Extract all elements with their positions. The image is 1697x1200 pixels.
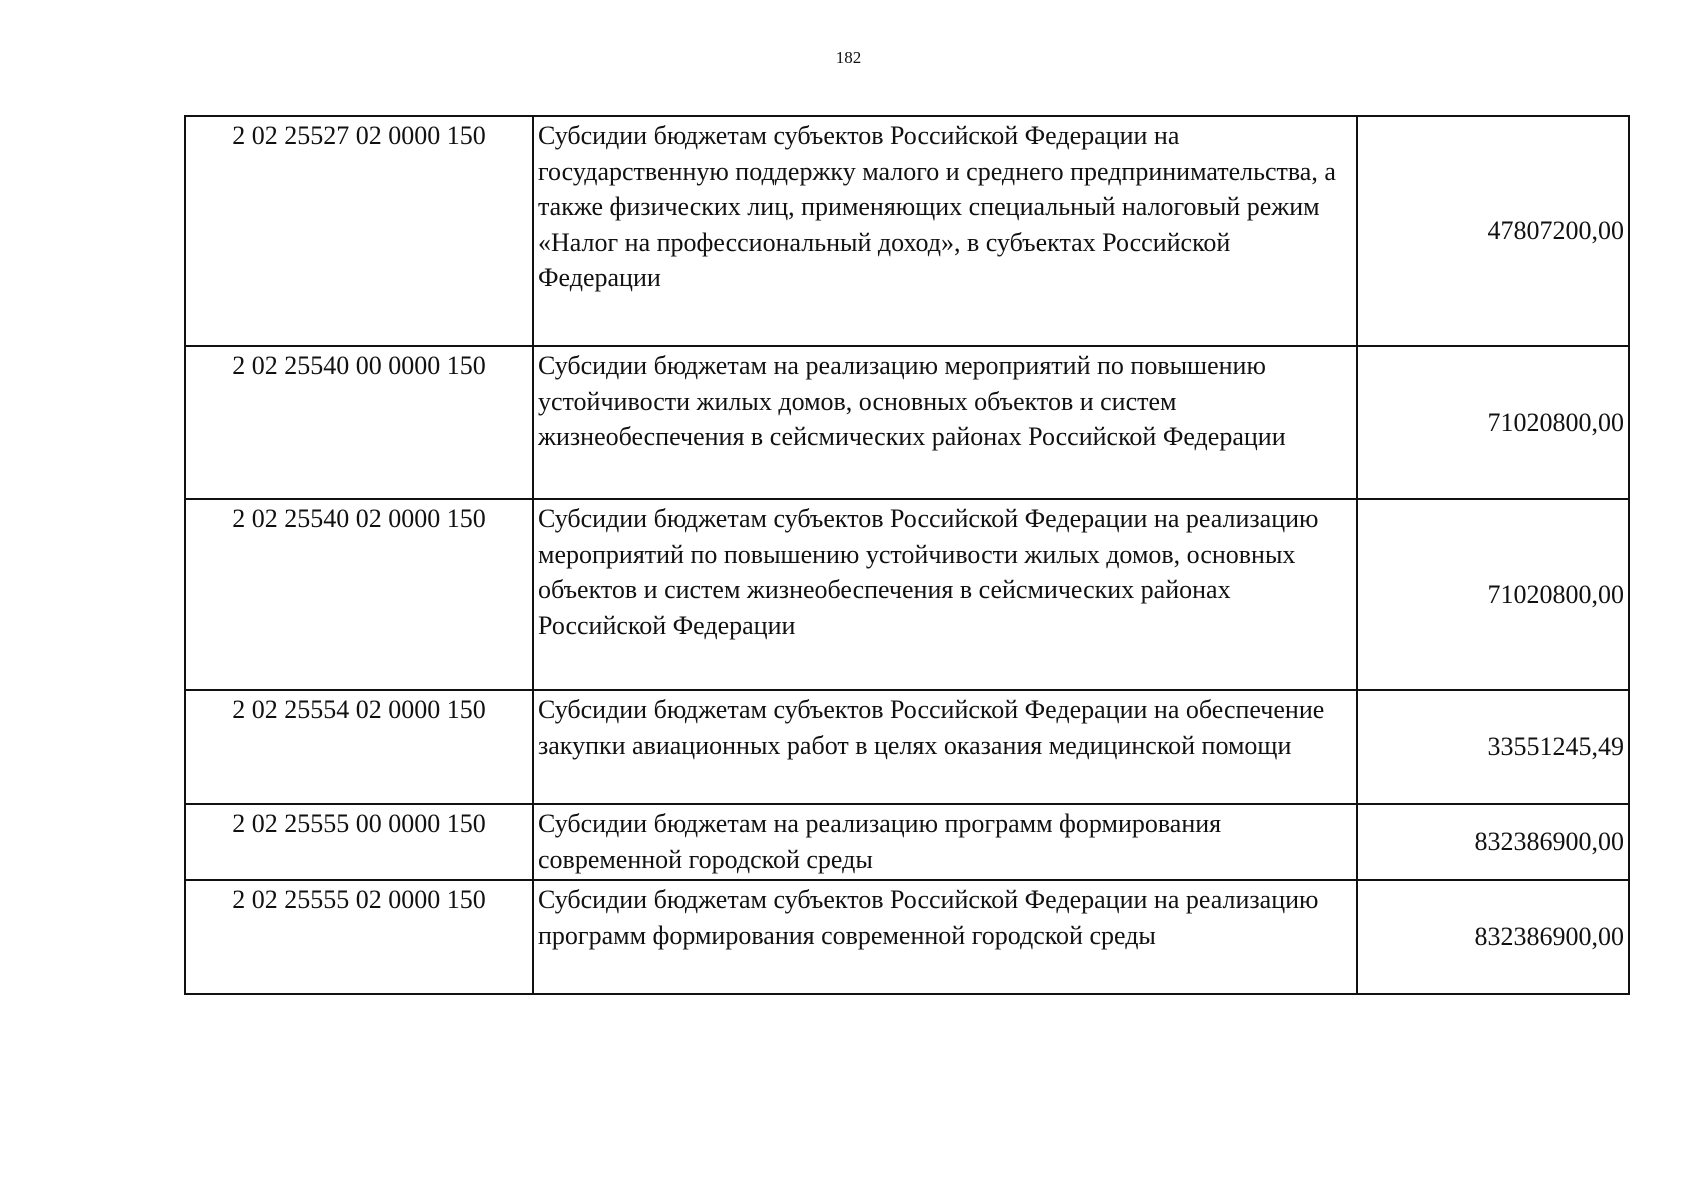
table-row (185, 880, 1629, 994)
amount-cell: 33551245,49 (1357, 690, 1629, 804)
amount-cell: 832386900,00 (1357, 804, 1629, 880)
description-cell: Субсидии бюджетам субъектов Российской Федерации на государственную поддержку малого и среднего предпринимательства, а также физических лиц, применяющих специальный налоговый режим «Налог на профессиональный доход», в субъектах Российской Федерации (533, 116, 1357, 346)
amount-cell: 71020800,00 (1357, 346, 1629, 499)
table-row (185, 499, 1629, 690)
amount-cell: 47807200,00 (1357, 116, 1629, 346)
budget-code-cell: 2 02 25540 02 0000 150 (185, 499, 533, 690)
budget-code-cell: 2 02 25554 02 0000 150 (185, 690, 533, 804)
amount-cell: 71020800,00 (1357, 499, 1629, 690)
table-row (185, 346, 1629, 499)
budget-code-cell: 2 02 25555 00 0000 150 (185, 804, 533, 880)
budget-code-cell: 2 02 25555 02 0000 150 (185, 880, 533, 994)
amount-cell: 832386900,00 (1357, 880, 1629, 994)
table-row (185, 804, 1629, 880)
description-cell: Субсидии бюджетам субъектов Российской Федерации на реализацию мероприятий по повышению устойчивости жилых домов, основных объектов и систем жизнеобеспечения в сейсмических районах Российской Федерации (533, 499, 1357, 690)
page-number: 182 (835, 48, 862, 67)
table-row (185, 116, 1629, 346)
description-cell: Субсидии бюджетам на реализацию программ формирования современной городской среды (533, 804, 1357, 880)
description-cell: Субсидии бюджетам субъектов Российской Федерации на обеспечение закупки авиационных работ в целях оказания медицинской помощи (533, 690, 1357, 804)
description-cell: Субсидии бюджетам субъектов Российской Федерации на реализацию программ формирования современной городской среды (533, 880, 1357, 994)
description-cell: Субсидии бюджетам на реализацию мероприятий по повышению устойчивости жилых домов, основных объектов и систем жизнеобеспечения в сейсмических районах Российской Федерации (533, 346, 1357, 499)
budget-code-cell: 2 02 25527 02 0000 150 (185, 116, 533, 346)
budget-code-cell: 2 02 25540 00 0000 150 (185, 346, 533, 499)
budget-revenue-table (184, 115, 1630, 995)
table-row (185, 690, 1629, 804)
